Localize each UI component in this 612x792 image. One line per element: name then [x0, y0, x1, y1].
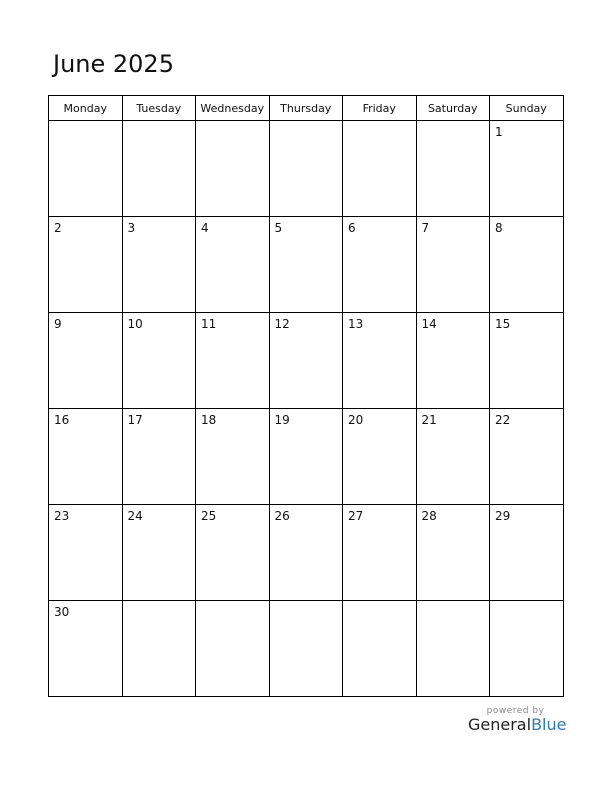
day-cell[interactable]	[343, 505, 417, 601]
day-number: 17	[127, 413, 143, 427]
day-number: 2	[54, 221, 62, 235]
day-cell[interactable]	[269, 313, 343, 409]
day-number: 19	[274, 413, 290, 427]
day-cell[interactable]	[122, 601, 196, 697]
day-cell[interactable]	[49, 505, 123, 601]
day-cell[interactable]	[196, 217, 270, 313]
week-row	[49, 409, 564, 505]
day-cell[interactable]	[416, 601, 490, 697]
day-number: 24	[127, 509, 143, 523]
weekday-thursday: Thursday	[269, 96, 343, 121]
day-cell[interactable]	[196, 313, 270, 409]
day-number	[49, 121, 122, 125]
day-number: 10	[127, 317, 143, 331]
brand-logo	[468, 715, 567, 734]
day-number	[417, 601, 490, 605]
day-number: 26	[274, 509, 290, 523]
day-number: 8	[495, 221, 503, 235]
day-cell[interactable]	[490, 409, 564, 505]
weekday-tuesday: Tuesday	[122, 96, 196, 121]
day-cell[interactable]	[269, 505, 343, 601]
day-cell[interactable]	[196, 121, 270, 217]
day-cell[interactable]	[196, 601, 270, 697]
day-cell[interactable]	[343, 409, 417, 505]
day-number: 13	[348, 317, 364, 331]
day-cell[interactable]	[490, 313, 564, 409]
week-row	[49, 601, 564, 697]
day-cell[interactable]	[343, 217, 417, 313]
day-number	[270, 601, 343, 605]
day-cell[interactable]	[416, 505, 490, 601]
week-row	[49, 121, 564, 217]
day-number	[490, 601, 563, 605]
day-number: 5	[274, 221, 283, 235]
day-number: 7	[421, 221, 430, 235]
day-cell[interactable]	[269, 409, 343, 505]
day-cell[interactable]	[49, 601, 123, 697]
day-cell[interactable]	[343, 121, 417, 217]
day-cell[interactable]	[49, 313, 123, 409]
weekday-friday: Friday	[343, 96, 417, 121]
day-cell[interactable]	[490, 217, 564, 313]
day-cell[interactable]	[269, 121, 343, 217]
day-number	[343, 121, 416, 125]
day-cell[interactable]	[122, 121, 196, 217]
footer-branding	[468, 706, 567, 734]
day-number: 12	[274, 317, 290, 331]
brand-name-general: General	[468, 715, 532, 734]
brand-name-blue: Blue	[531, 715, 567, 734]
day-number: 3	[127, 221, 136, 235]
powered-by-label: powered by	[486, 706, 545, 716]
day-number	[196, 601, 269, 605]
page-title: June 2025	[53, 50, 174, 78]
day-number: 22	[495, 413, 511, 427]
day-number: 20	[348, 413, 364, 427]
day-number: 18	[201, 413, 217, 427]
day-number: 29	[495, 509, 511, 523]
day-cell[interactable]	[416, 217, 490, 313]
day-cell[interactable]	[122, 505, 196, 601]
week-row	[49, 217, 564, 313]
day-number: 27	[348, 509, 364, 523]
day-number: 30	[54, 605, 70, 619]
week-row	[49, 313, 564, 409]
day-number: 9	[54, 317, 62, 331]
day-cell[interactable]	[416, 409, 490, 505]
day-cell[interactable]	[343, 601, 417, 697]
day-number: 15	[495, 317, 511, 331]
day-number: 4	[201, 221, 209, 235]
day-number: 11	[201, 317, 217, 331]
calendar-grid	[48, 95, 564, 697]
weekday-saturday: Saturday	[416, 96, 490, 121]
day-number: 25	[201, 509, 217, 523]
day-number	[123, 601, 196, 605]
weekday-sunday: Sunday	[490, 96, 564, 121]
day-cell[interactable]	[416, 313, 490, 409]
day-number	[123, 121, 196, 125]
day-cell[interactable]	[122, 313, 196, 409]
weekday-monday: Monday	[49, 96, 123, 121]
day-cell[interactable]	[122, 217, 196, 313]
weekday-wednesday: Wednesday	[196, 96, 270, 121]
day-cell[interactable]	[49, 409, 123, 505]
day-number: 28	[421, 509, 437, 523]
day-cell[interactable]	[490, 601, 564, 697]
day-cell[interactable]	[196, 505, 270, 601]
day-number: 14	[421, 317, 437, 331]
weekday-header-row	[49, 96, 564, 121]
day-cell[interactable]	[490, 121, 564, 217]
day-cell[interactable]	[122, 409, 196, 505]
day-cell[interactable]	[49, 121, 123, 217]
day-cell[interactable]	[196, 409, 270, 505]
day-number: 21	[421, 413, 437, 427]
week-row	[49, 505, 564, 601]
day-cell[interactable]	[269, 217, 343, 313]
day-number	[196, 121, 269, 125]
day-cell[interactable]	[490, 505, 564, 601]
day-number: 6	[348, 221, 356, 235]
day-number	[270, 121, 343, 125]
day-cell[interactable]	[416, 121, 490, 217]
day-cell[interactable]	[49, 217, 123, 313]
day-cell[interactable]	[269, 601, 343, 697]
day-number: 1	[495, 125, 503, 139]
day-number: 23	[54, 509, 70, 523]
day-number: 16	[54, 413, 70, 427]
day-number	[343, 601, 416, 605]
day-cell[interactable]	[343, 313, 417, 409]
day-number	[417, 121, 490, 125]
